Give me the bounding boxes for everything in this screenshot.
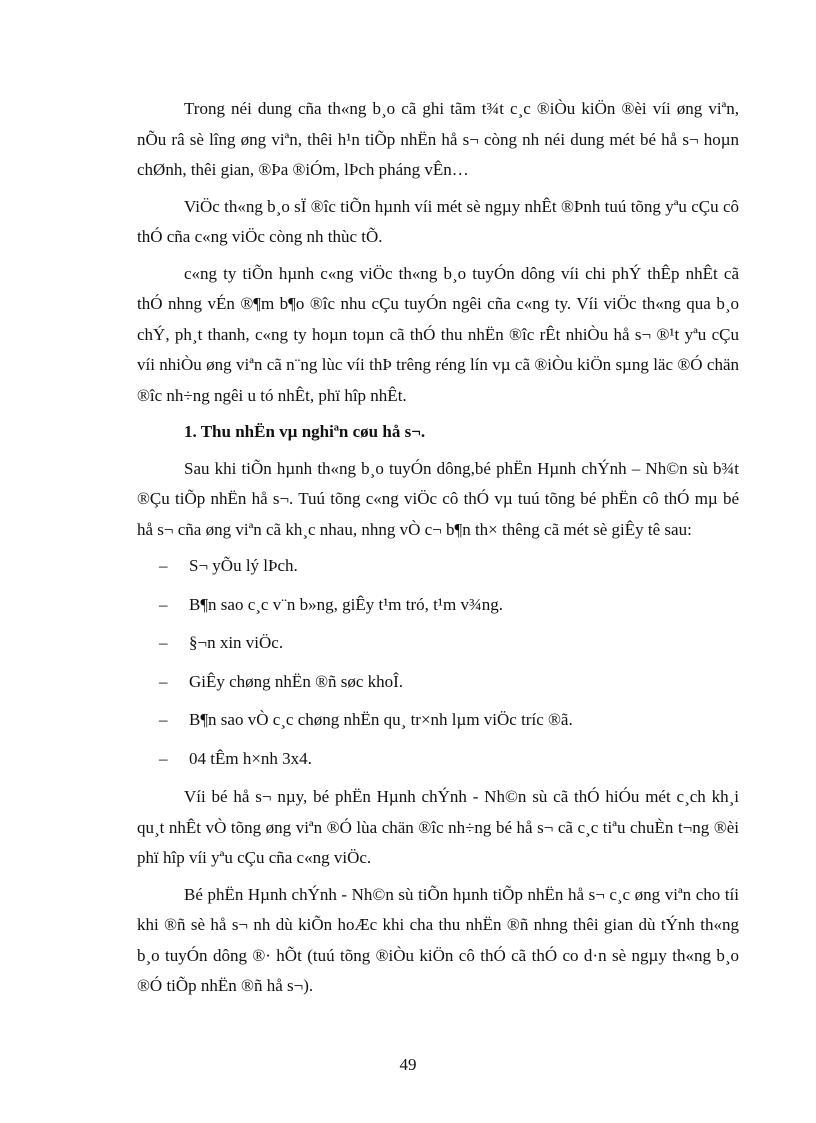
list-item (137, 590, 739, 621)
page-number: 49 (399, 1055, 417, 1074)
document-list (137, 551, 739, 774)
paragraph-document-intake: Bé phËn Hµnh chÝnh - Nh©n sù tiÕn hµnh tiÕp nhËn hå s¬ c¸c øng viªn cho tíi khi ®ñ sè hå s¬ nh dù kiÕn hoÆc khi cha thu nhËn ®ñ nhng thêi gian dù tÝnh th«ng b¸o tuyÓn dông ®· hÕt (tuú tõng ®iÒu kiÖn cô thÓ cã thÓ co d·n sè ngµy th«ng b¸o ®Ó tiÕp nhËn ®ñ hå s¬). (137, 884, 739, 995)
list-item-text: B¶n sao vÒ c¸c chøng nhËn qu¸ tr×nh lµm viÖc tríc ®ã. (189, 710, 573, 729)
list-dash: – (159, 671, 168, 691)
paragraph-recruitment-cost: c«ng ty tiÕn hµnh c«ng viÖc th«ng b¸o tuyÓn dông víi chi phÝ thÊp nhÊt cã thÓ nhng vÉn ®¶m b¶o ®îc nhu cÇu tuyÓn ngêi cña c«ng ty. Víi viÖc th«ng qua b¸o chÝ, ph¸t thanh, c«ng ty hoµn toµn cã thÓ thu nhËn ®îc rÊt nhiÒu hå s¬ ®¹t yªu cÇu víi nhiÒu øng viªn cã n¨ng lùc víi thÞ trêng réng lín vµ cã ®iÒu kiÖn sµng läc ®Ó chän ®îc nh÷ng ngêi u tó nhÊt, phï hîp nhÊt. (137, 263, 739, 405)
list-item (137, 667, 739, 698)
list-dash: – (159, 710, 168, 729)
list-item-text: B¶n sao c¸c v¨n b»ng, giÊy t¹m tró, t¹m v¾ng. (189, 594, 503, 614)
list-item-text: GiÊy chøng nhËn ®ñ søc khoÎ. (189, 671, 404, 691)
paragraph-announcement-content: Trong néi dung cña th«ng b¸o cã ghi tãm t¾t c¸c ®iÒu kiÖn ®èi víi øng viªn, nÕu râ sè lîng øng viªn, thêi h¹n tiÕp nhËn hå s¬ còng nh néi dung mét bé hå s¬ hoµn chØnh, thêi gian, ®Þa ®iÓm, lÞch pháng vÊn… (137, 99, 739, 179)
list-item-text: S¬ yÕu lý lÞch. (189, 556, 298, 575)
section-heading: 1. Thu nhËn vµ nghiªn cøu hå s¬. (184, 422, 426, 441)
list-item (137, 551, 739, 582)
page-body (137, 94, 739, 1008)
list-dash: – (159, 748, 168, 768)
list-item-text: §¬n xin viÖc. (189, 633, 284, 652)
list-item (137, 705, 739, 736)
paragraph-document-review: Víi bé hå s¬ nµy, bé phËn Hµnh chÝnh - Nh©n sù cã thÓ hiÓu mét c¸ch kh¸i qu¸t nhÊt vÒ tõng øng viªn ®Ó lùa chän ®îc nh÷ng bé hå s¬ cã c¸c tiªu chuÈn t¬ng ®èi phï hîp víi yªu cÇu cña c«ng viÖc. (137, 787, 739, 867)
list-item-text: 04 tÊm h×nh 3x4. (189, 748, 312, 768)
paragraph-receive-documents: Sau khi tiÕn hµnh th«ng b¸o tuyÓn dông,bé phËn Hµnh chÝnh – Nh©n sù b¾t ®Çu tiÕp nhËn hå s¬. Tuú tõng c«ng viÖc cô thÓ vµ tuú tõng bé phËn cô thÓ mµ bé hå s¬ cña øng viªn cã kh¸c nhau, nhng vÒ c¬ b¶n th× thêng cã mét sè giÊy tê sau: (137, 458, 739, 539)
list-item (137, 744, 739, 775)
list-item (137, 628, 739, 659)
list-dash: – (159, 556, 168, 575)
paragraph-announcement-duration: ViÖc th«ng b¸o sÏ ®îc tiÕn hµnh víi mét sè ngµy nhÊt ®Þnh tuú tõng yªu cÇu cô thÓ cña c«ng viÖc còng nh thùc tÕ. (137, 196, 739, 246)
list-dash: – (159, 633, 168, 652)
list-dash: – (159, 594, 168, 614)
